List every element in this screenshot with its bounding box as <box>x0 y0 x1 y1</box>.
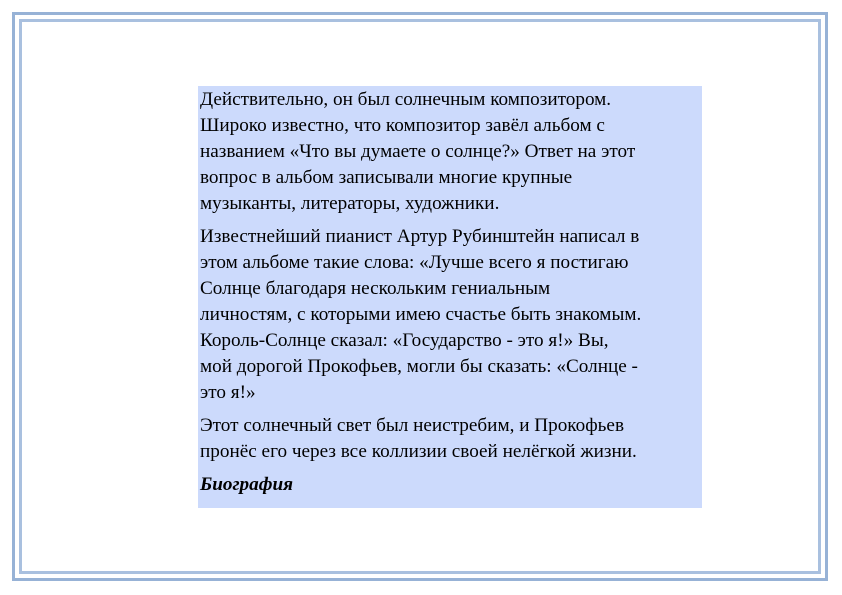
paragraph-rubinstein-quote <box>200 224 702 406</box>
text-line: Действительно, он был солнечным композитором. <box>200 89 612 110</box>
text-line: Широко известно, что композитор завёл альбом с <box>200 115 605 136</box>
text-line: вопрос в альбом записывали многие крупные <box>200 167 573 188</box>
text-line: названием «Что вы думаете о солнце?» Ответ на этот <box>200 141 636 162</box>
text-block <box>198 86 702 508</box>
text-line: личностям, с которыми имею счастье быть знакомым. <box>200 304 642 325</box>
text-line: Этот солнечный свет был неистребим, и Прокофьев <box>200 415 624 436</box>
biography-heading: Биография <box>200 474 294 495</box>
text-line: это я!» <box>200 382 256 403</box>
text-line: мой дорогой Прокофьев, могли бы сказать: «Солнце - <box>200 356 638 377</box>
text-line: Известнейший пианист Артур Рубинштейн написал в <box>200 226 640 247</box>
paragraph-solar-composer <box>200 86 702 217</box>
text-line: Король-Солнце сказал: «Государство - это я!» Вы, <box>200 330 609 351</box>
text-line: пронёс его через все коллизии своей нелёгкой жизни. <box>200 441 637 462</box>
paragraph-sunlight <box>200 413 702 465</box>
text-line: музыканты, литераторы, художники. <box>200 193 500 214</box>
text-line: Солнце благодаря нескольким гениальным <box>200 278 551 299</box>
text-line: этом альбоме такие слова: «Лучше всего я постигаю <box>200 252 629 273</box>
